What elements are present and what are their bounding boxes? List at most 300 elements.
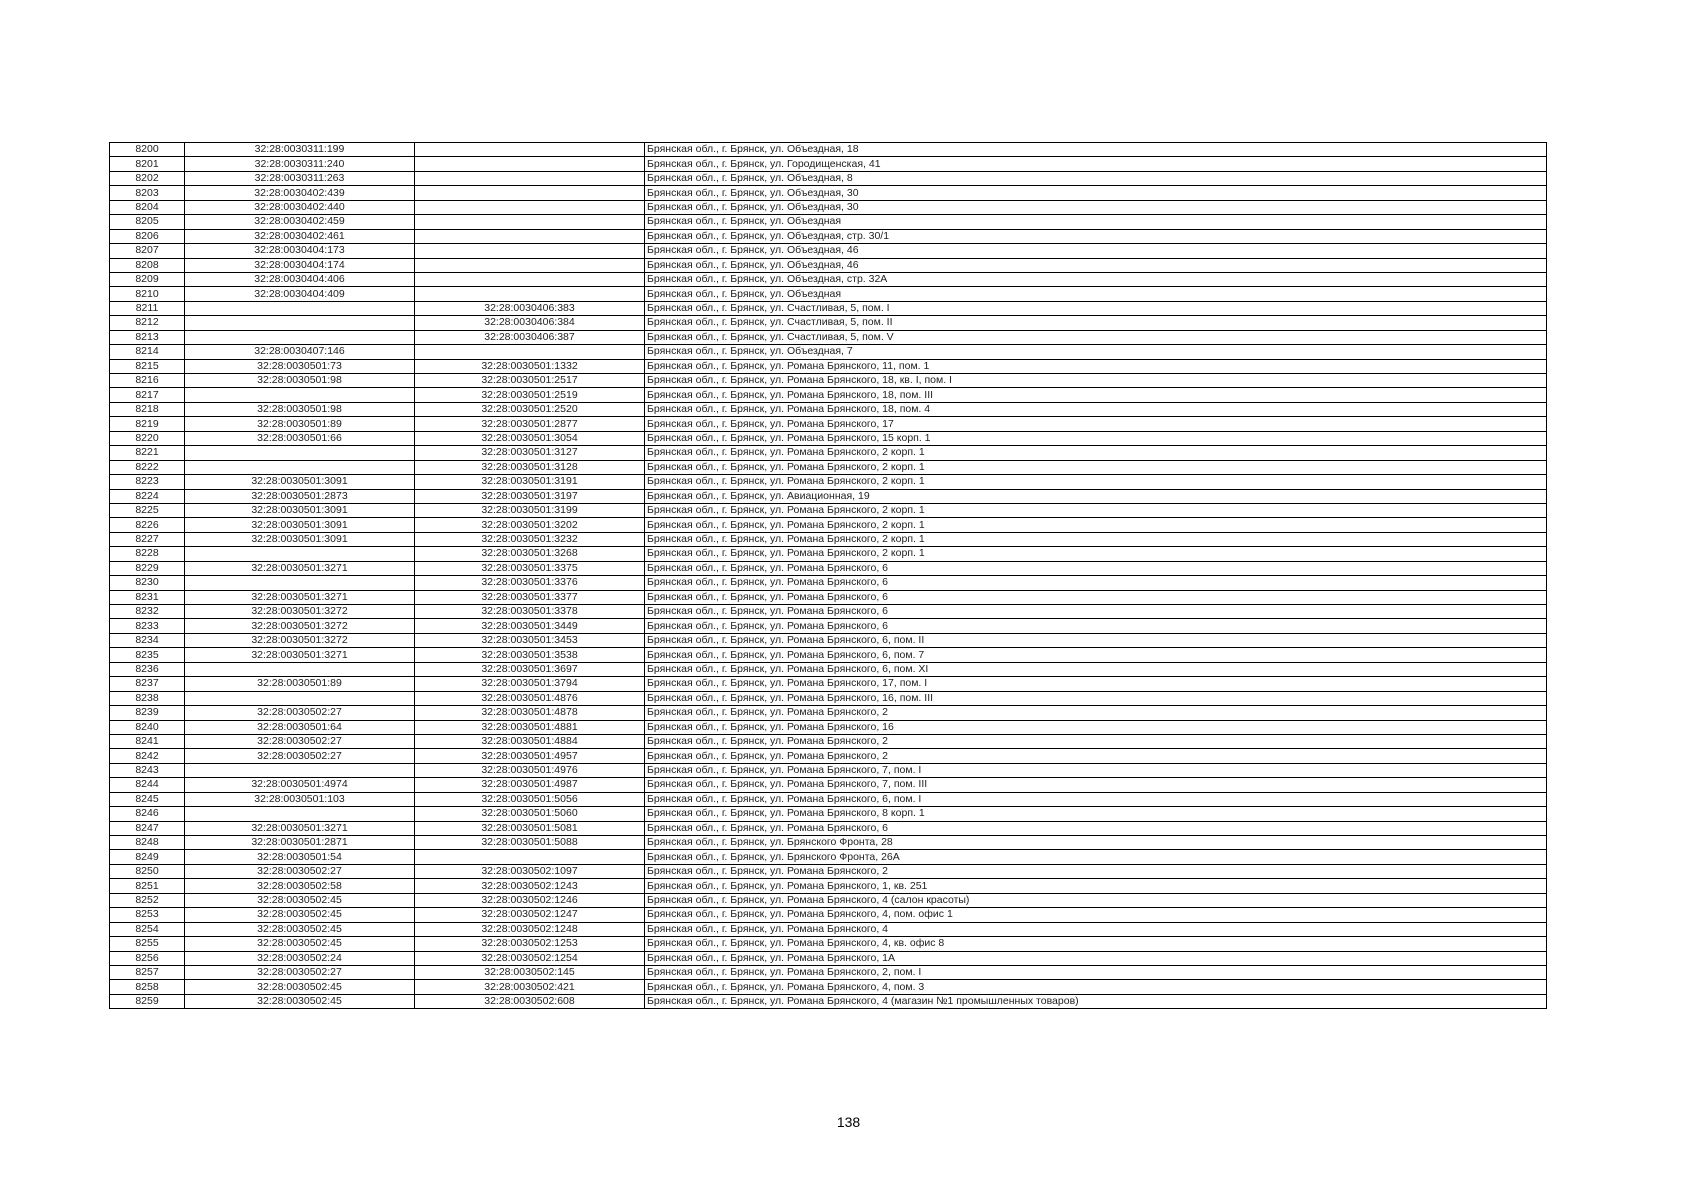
- table-row: [110, 763, 1547, 777]
- row-number-cell: 8226: [110, 518, 185, 532]
- table-row: [110, 850, 1547, 864]
- object-cadastral-number-cell: 32:28:0030501:4878: [415, 706, 645, 720]
- address-cell: Брянская обл., г. Брянск, ул. Романа Брянского, 6, пом. 7: [645, 648, 1547, 662]
- address-cell: Брянская обл., г. Брянск, ул. Романа Брянского, 1, кв. 251: [645, 879, 1547, 893]
- address-cell: Брянская обл., г. Брянск, ул. Брянского Фронта, 26А: [645, 850, 1547, 864]
- object-cadastral-number-cell: 32:28:0030501:4957: [415, 749, 645, 763]
- address-cell: Брянская обл., г. Брянск, ул. Романа Брянского, 4, кв. офис 8: [645, 937, 1547, 951]
- row-number-cell: 8208: [110, 258, 185, 272]
- row-number-cell: 8219: [110, 417, 185, 431]
- row-number-cell: 8240: [110, 720, 185, 734]
- cadastral-number-cell: [185, 807, 415, 821]
- cadastral-number-cell: 32:28:0030502:27: [185, 864, 415, 878]
- cadastral-number-cell: [185, 763, 415, 777]
- cadastral-number-cell: 32:28:0030402:440: [185, 200, 415, 214]
- address-cell: Брянская обл., г. Брянск, ул. Объездная, стр. 32А: [645, 272, 1547, 286]
- object-cadastral-number-cell: [415, 200, 645, 214]
- row-number-cell: 8201: [110, 157, 185, 171]
- table-row: [110, 446, 1547, 460]
- row-number-cell: 8247: [110, 821, 185, 835]
- address-cell: Брянская обл., г. Брянск, ул. Романа Брянского, 2 корп. 1: [645, 547, 1547, 561]
- cadastral-number-cell: 32:28:0030501:3271: [185, 561, 415, 575]
- address-cell: Брянская обл., г. Брянск, ул. Романа Брянского, 2 корп. 1: [645, 475, 1547, 489]
- records-table: [109, 142, 1547, 1009]
- cadastral-number-cell: 32:28:0030502:27: [185, 965, 415, 979]
- cadastral-number-cell: 32:28:0030501:3091: [185, 475, 415, 489]
- object-cadastral-number-cell: 32:28:0030501:2517: [415, 374, 645, 388]
- cadastral-number-cell: 32:28:0030502:24: [185, 951, 415, 965]
- table-row: [110, 922, 1547, 936]
- cadastral-number-cell: 32:28:0030502:27: [185, 749, 415, 763]
- address-cell: Брянская обл., г. Брянск, ул. Объездная, 46: [645, 244, 1547, 258]
- object-cadastral-number-cell: 32:28:0030501:3054: [415, 431, 645, 445]
- address-cell: Брянская обл., г. Брянск, ул. Романа Брянского, 4 (салон красоты): [645, 893, 1547, 907]
- object-cadastral-number-cell: 32:28:0030501:3268: [415, 547, 645, 561]
- table-row: [110, 807, 1547, 821]
- cadastral-number-cell: 32:28:0030311:263: [185, 171, 415, 185]
- cadastral-number-cell: 32:28:0030501:89: [185, 417, 415, 431]
- table-row: [110, 937, 1547, 951]
- object-cadastral-number-cell: 32:28:0030501:5060: [415, 807, 645, 821]
- table-row: [110, 547, 1547, 561]
- table-row: [110, 229, 1547, 243]
- row-number-cell: 8203: [110, 186, 185, 200]
- cadastral-number-cell: [185, 691, 415, 705]
- address-cell: Брянская обл., г. Брянск, ул. Романа Брянского, 18, пом. 4: [645, 402, 1547, 416]
- cadastral-number-cell: [185, 576, 415, 590]
- object-cadastral-number-cell: 32:28:0030501:4884: [415, 734, 645, 748]
- table-row: [110, 316, 1547, 330]
- object-cadastral-number-cell: 32:28:0030501:4876: [415, 691, 645, 705]
- row-number-cell: 8258: [110, 980, 185, 994]
- object-cadastral-number-cell: 32:28:0030501:2519: [415, 388, 645, 402]
- cadastral-number-cell: 32:28:0030502:45: [185, 893, 415, 907]
- table-row: [110, 980, 1547, 994]
- cadastral-number-cell: 32:28:0030501:3272: [185, 619, 415, 633]
- address-cell: Брянская обл., г. Брянск, ул. Романа Брянского, 6: [645, 576, 1547, 590]
- object-cadastral-number-cell: 32:28:0030502:608: [415, 994, 645, 1008]
- row-number-cell: 8229: [110, 561, 185, 575]
- row-number-cell: 8232: [110, 605, 185, 619]
- table-row: [110, 864, 1547, 878]
- cadastral-number-cell: 32:28:0030501:3271: [185, 648, 415, 662]
- address-cell: Брянская обл., г. Брянск, ул. Романа Брянского, 6, пом. I: [645, 792, 1547, 806]
- object-cadastral-number-cell: 32:28:0030502:1253: [415, 937, 645, 951]
- cadastral-number-cell: 32:28:0030501:89: [185, 677, 415, 691]
- table-row: [110, 633, 1547, 647]
- object-cadastral-number-cell: 32:28:0030501:3449: [415, 619, 645, 633]
- row-number-cell: 8222: [110, 460, 185, 474]
- cadastral-number-cell: 32:28:0030502:27: [185, 706, 415, 720]
- table-row: [110, 171, 1547, 185]
- cadastral-number-cell: [185, 301, 415, 315]
- object-cadastral-number-cell: 32:28:0030406:383: [415, 301, 645, 315]
- address-cell: Брянская обл., г. Брянск, ул. Романа Брянского, 16: [645, 720, 1547, 734]
- table-row: [110, 879, 1547, 893]
- address-cell: Брянская обл., г. Брянск, ул. Романа Брянского, 16, пом. III: [645, 691, 1547, 705]
- cadastral-number-cell: [185, 460, 415, 474]
- row-number-cell: 8238: [110, 691, 185, 705]
- cadastral-number-cell: 32:28:0030501:4974: [185, 778, 415, 792]
- row-number-cell: 8206: [110, 229, 185, 243]
- row-number-cell: 8207: [110, 244, 185, 258]
- address-cell: Брянская обл., г. Брянск, ул. Романа Брянского, 4 (магазин №1 промышленных товаров): [645, 994, 1547, 1008]
- cadastral-number-cell: 32:28:0030404:174: [185, 258, 415, 272]
- row-number-cell: 8211: [110, 301, 185, 315]
- cadastral-number-cell: 32:28:0030502:58: [185, 879, 415, 893]
- object-cadastral-number-cell: [415, 215, 645, 229]
- table-row: [110, 605, 1547, 619]
- table-row: [110, 836, 1547, 850]
- cadastral-number-cell: 32:28:0030502:45: [185, 908, 415, 922]
- table-row: [110, 691, 1547, 705]
- address-cell: Брянская обл., г. Брянск, ул. Романа Брянского, 2 корп. 1: [645, 460, 1547, 474]
- row-number-cell: 8252: [110, 893, 185, 907]
- cadastral-number-cell: 32:28:0030402:459: [185, 215, 415, 229]
- address-cell: Брянская обл., г. Брянск, ул. Романа Брянского, 11, пом. 1: [645, 359, 1547, 373]
- row-number-cell: 8250: [110, 864, 185, 878]
- object-cadastral-number-cell: 32:28:0030501:3199: [415, 503, 645, 517]
- address-cell: Брянская обл., г. Брянск, ул. Романа Брянского, 6, пом. XI: [645, 662, 1547, 676]
- address-cell: Брянская обл., г. Брянск, ул. Объездная, 8: [645, 171, 1547, 185]
- address-cell: Брянская обл., г. Брянск, ул. Объездная, 30: [645, 186, 1547, 200]
- table-row: [110, 503, 1547, 517]
- row-number-cell: 8230: [110, 576, 185, 590]
- address-cell: Брянская обл., г. Брянск, ул. Объездная, 7: [645, 345, 1547, 359]
- object-cadastral-number-cell: 32:28:0030501:2877: [415, 417, 645, 431]
- address-cell: Брянская обл., г. Брянск, ул. Брянского Фронта, 28: [645, 836, 1547, 850]
- cadastral-number-cell: 32:28:0030501:98: [185, 402, 415, 416]
- cadastral-number-cell: [185, 547, 415, 561]
- row-number-cell: 8253: [110, 908, 185, 922]
- table-row: [110, 619, 1547, 633]
- table-row: [110, 951, 1547, 965]
- cadastral-number-cell: 32:28:0030502:27: [185, 734, 415, 748]
- table-row: [110, 345, 1547, 359]
- object-cadastral-number-cell: [415, 186, 645, 200]
- address-cell: Брянская обл., г. Брянск, ул. Объездная: [645, 215, 1547, 229]
- address-cell: Брянская обл., г. Брянск, ул. Городищенская, 41: [645, 157, 1547, 171]
- object-cadastral-number-cell: 32:28:0030502:1246: [415, 893, 645, 907]
- row-number-cell: 8231: [110, 590, 185, 604]
- object-cadastral-number-cell: 32:28:0030501:5081: [415, 821, 645, 835]
- row-number-cell: 8255: [110, 937, 185, 951]
- row-number-cell: 8259: [110, 994, 185, 1008]
- table-row: [110, 388, 1547, 402]
- address-cell: Брянская обл., г. Брянск, ул. Романа Брянского, 4: [645, 922, 1547, 936]
- object-cadastral-number-cell: [415, 272, 645, 286]
- cadastral-number-cell: 32:28:0030501:73: [185, 359, 415, 373]
- row-number-cell: 8246: [110, 807, 185, 821]
- address-cell: Брянская обл., г. Брянск, ул. Романа Брянского, 2: [645, 734, 1547, 748]
- table-row: [110, 965, 1547, 979]
- row-number-cell: 8210: [110, 287, 185, 301]
- row-number-cell: 8202: [110, 171, 185, 185]
- row-number-cell: 8216: [110, 374, 185, 388]
- row-number-cell: 8245: [110, 792, 185, 806]
- row-number-cell: 8235: [110, 648, 185, 662]
- row-number-cell: 8225: [110, 503, 185, 517]
- address-cell: Брянская обл., г. Брянск, ул. Объездная: [645, 287, 1547, 301]
- row-number-cell: 8243: [110, 763, 185, 777]
- object-cadastral-number-cell: [415, 157, 645, 171]
- row-number-cell: 8241: [110, 734, 185, 748]
- table-row: [110, 301, 1547, 315]
- object-cadastral-number-cell: [415, 258, 645, 272]
- table-row: [110, 662, 1547, 676]
- page-number: 138: [836, 1114, 861, 1130]
- object-cadastral-number-cell: [415, 171, 645, 185]
- table-row: [110, 648, 1547, 662]
- table-row: [110, 258, 1547, 272]
- object-cadastral-number-cell: 32:28:0030501:4881: [415, 720, 645, 734]
- object-cadastral-number-cell: 32:28:0030501:3375: [415, 561, 645, 575]
- cadastral-number-cell: [185, 446, 415, 460]
- table-row: [110, 272, 1547, 286]
- object-cadastral-number-cell: [415, 229, 645, 243]
- row-number-cell: 8224: [110, 489, 185, 503]
- object-cadastral-number-cell: 32:28:0030502:1248: [415, 922, 645, 936]
- address-cell: Брянская обл., г. Брянск, ул. Объездная, 18: [645, 143, 1547, 157]
- cadastral-number-cell: 32:28:0030501:3271: [185, 821, 415, 835]
- object-cadastral-number-cell: [415, 244, 645, 258]
- object-cadastral-number-cell: [415, 143, 645, 157]
- table-row: [110, 157, 1547, 171]
- row-number-cell: 8217: [110, 388, 185, 402]
- object-cadastral-number-cell: 32:28:0030502:1097: [415, 864, 645, 878]
- table-row: [110, 734, 1547, 748]
- cadastral-number-cell: 32:28:0030501:2873: [185, 489, 415, 503]
- object-cadastral-number-cell: 32:28:0030502:1254: [415, 951, 645, 965]
- cadastral-number-cell: 32:28:0030501:103: [185, 792, 415, 806]
- row-number-cell: 8223: [110, 475, 185, 489]
- address-cell: Брянская обл., г. Брянск, ул. Романа Брянского, 2 корп. 1: [645, 518, 1547, 532]
- table-row: [110, 720, 1547, 734]
- table-row: [110, 821, 1547, 835]
- row-number-cell: 8251: [110, 879, 185, 893]
- cadastral-number-cell: 32:28:0030404:409: [185, 287, 415, 301]
- object-cadastral-number-cell: 32:28:0030501:3794: [415, 677, 645, 691]
- table-row: [110, 792, 1547, 806]
- object-cadastral-number-cell: 32:28:0030501:2520: [415, 402, 645, 416]
- cadastral-number-cell: 32:28:0030501:3091: [185, 518, 415, 532]
- address-cell: Брянская обл., г. Брянск, ул. Романа Брянского, 17: [645, 417, 1547, 431]
- address-cell: Брянская обл., г. Брянск, ул. Романа Брянского, 18, кв. I, пом. I: [645, 374, 1547, 388]
- cadastral-number-cell: 32:28:0030502:45: [185, 994, 415, 1008]
- table-row: [110, 706, 1547, 720]
- cadastral-number-cell: 32:28:0030311:199: [185, 143, 415, 157]
- cadastral-number-cell: 32:28:0030402:461: [185, 229, 415, 243]
- address-cell: Брянская обл., г. Брянск, ул. Романа Брянского, 2: [645, 749, 1547, 763]
- cadastral-number-cell: 32:28:0030502:45: [185, 937, 415, 951]
- table-row: [110, 778, 1547, 792]
- table-row: [110, 186, 1547, 200]
- address-cell: Брянская обл., г. Брянск, ул. Романа Брянского, 2, пом. I: [645, 965, 1547, 979]
- object-cadastral-number-cell: 32:28:0030501:3453: [415, 633, 645, 647]
- cadastral-number-cell: 32:28:0030404:173: [185, 244, 415, 258]
- object-cadastral-number-cell: 32:28:0030501:3191: [415, 475, 645, 489]
- table-row: [110, 893, 1547, 907]
- address-cell: Брянская обл., г. Брянск, ул. Объездная, 46: [645, 258, 1547, 272]
- address-cell: Брянская обл., г. Брянск, ул. Романа Брянского, 6: [645, 605, 1547, 619]
- address-cell: Брянская обл., г. Брянск, ул. Романа Брянского, 15 корп. 1: [645, 431, 1547, 445]
- row-number-cell: 8248: [110, 836, 185, 850]
- address-cell: Брянская обл., г. Брянск, ул. Романа Брянского, 18, пом. III: [645, 388, 1547, 402]
- object-cadastral-number-cell: 32:28:0030502:145: [415, 965, 645, 979]
- table-row: [110, 590, 1547, 604]
- address-cell: Брянская обл., г. Брянск, ул. Романа Брянского, 4, пом. 3: [645, 980, 1547, 994]
- address-cell: Брянская обл., г. Брянск, ул. Объездная, 30: [645, 200, 1547, 214]
- address-cell: Брянская обл., г. Брянск, ул. Романа Брянского, 2 корп. 1: [645, 532, 1547, 546]
- object-cadastral-number-cell: 32:28:0030502:1243: [415, 879, 645, 893]
- row-number-cell: 8227: [110, 532, 185, 546]
- address-cell: Брянская обл., г. Брянск, ул. Романа Брянского, 2: [645, 864, 1547, 878]
- row-number-cell: 8239: [110, 706, 185, 720]
- address-cell: Брянская обл., г. Брянск, ул. Романа Брянского, 2 корп. 1: [645, 503, 1547, 517]
- row-number-cell: 8244: [110, 778, 185, 792]
- table-row: [110, 359, 1547, 373]
- object-cadastral-number-cell: 32:28:0030501:3128: [415, 460, 645, 474]
- row-number-cell: 8221: [110, 446, 185, 460]
- address-cell: Брянская обл., г. Брянск, ул. Романа Брянского, 2: [645, 706, 1547, 720]
- table-row: [110, 576, 1547, 590]
- row-number-cell: 8257: [110, 965, 185, 979]
- table-row: [110, 475, 1547, 489]
- address-cell: Брянская обл., г. Брянск, ул. Счастливая, 5, пом. I: [645, 301, 1547, 315]
- row-number-cell: 8237: [110, 677, 185, 691]
- table-row: [110, 200, 1547, 214]
- table-row: [110, 532, 1547, 546]
- cadastral-number-cell: [185, 330, 415, 344]
- table-row: [110, 431, 1547, 445]
- object-cadastral-number-cell: 32:28:0030501:4987: [415, 778, 645, 792]
- cadastral-number-cell: 32:28:0030501:98: [185, 374, 415, 388]
- row-number-cell: 8256: [110, 951, 185, 965]
- row-number-cell: 8220: [110, 431, 185, 445]
- row-number-cell: 8214: [110, 345, 185, 359]
- cadastral-number-cell: [185, 388, 415, 402]
- object-cadastral-number-cell: 32:28:0030501:5088: [415, 836, 645, 850]
- object-cadastral-number-cell: 32:28:0030501:5056: [415, 792, 645, 806]
- table-row: [110, 143, 1547, 157]
- cadastral-number-cell: 32:28:0030501:3271: [185, 590, 415, 604]
- cadastral-number-cell: 32:28:0030502:45: [185, 922, 415, 936]
- cadastral-number-cell: 32:28:0030501:66: [185, 431, 415, 445]
- table-row: [110, 561, 1547, 575]
- object-cadastral-number-cell: 32:28:0030406:384: [415, 316, 645, 330]
- table-row: [110, 518, 1547, 532]
- address-cell: Брянская обл., г. Брянск, ул. Романа Брянского, 4, пом. офис 1: [645, 908, 1547, 922]
- row-number-cell: 8234: [110, 633, 185, 647]
- cadastral-number-cell: [185, 662, 415, 676]
- row-number-cell: 8218: [110, 402, 185, 416]
- address-cell: Брянская обл., г. Брянск, ул. Романа Брянского, 7, пом. I: [645, 763, 1547, 777]
- address-cell: Брянская обл., г. Брянск, ул. Романа Брянского, 8 корп. 1: [645, 807, 1547, 821]
- records-body: [110, 143, 1547, 1009]
- address-cell: Брянская обл., г. Брянск, ул. Объездная, стр. 30/1: [645, 229, 1547, 243]
- address-cell: Брянская обл., г. Брянск, ул. Счастливая, 5, пом. II: [645, 316, 1547, 330]
- object-cadastral-number-cell: 32:28:0030501:3232: [415, 532, 645, 546]
- row-number-cell: 8233: [110, 619, 185, 633]
- object-cadastral-number-cell: 32:28:0030406:387: [415, 330, 645, 344]
- cadastral-number-cell: 32:28:0030501:3272: [185, 633, 415, 647]
- cadastral-number-cell: 32:28:0030404:406: [185, 272, 415, 286]
- table-row: [110, 994, 1547, 1008]
- cadastral-number-cell: 32:28:0030502:45: [185, 980, 415, 994]
- address-cell: Брянская обл., г. Брянск, ул. Романа Брянского, 2 корп. 1: [645, 446, 1547, 460]
- table-row: [110, 677, 1547, 691]
- object-cadastral-number-cell: 32:28:0030501:3376: [415, 576, 645, 590]
- address-cell: Брянская обл., г. Брянск, ул. Романа Брянского, 6: [645, 590, 1547, 604]
- table-row: [110, 460, 1547, 474]
- address-cell: Брянская обл., г. Брянск, ул. Счастливая, 5, пом. V: [645, 330, 1547, 344]
- object-cadastral-number-cell: 32:28:0030501:3697: [415, 662, 645, 676]
- address-cell: Брянская обл., г. Брянск, ул. Романа Брянского, 7, пом. III: [645, 778, 1547, 792]
- row-number-cell: 8204: [110, 200, 185, 214]
- row-number-cell: 8228: [110, 547, 185, 561]
- object-cadastral-number-cell: 32:28:0030501:1332: [415, 359, 645, 373]
- row-number-cell: 8209: [110, 272, 185, 286]
- table-row: [110, 215, 1547, 229]
- row-number-cell: 8242: [110, 749, 185, 763]
- table-row: [110, 287, 1547, 301]
- row-number-cell: 8200: [110, 143, 185, 157]
- cadastral-number-cell: 32:28:0030311:240: [185, 157, 415, 171]
- object-cadastral-number-cell: 32:28:0030501:3202: [415, 518, 645, 532]
- row-number-cell: 8249: [110, 850, 185, 864]
- address-cell: Брянская обл., г. Брянск, ул. Авиационная, 19: [645, 489, 1547, 503]
- row-number-cell: 8254: [110, 922, 185, 936]
- table-row: [110, 374, 1547, 388]
- cadastral-number-cell: 32:28:0030501:3272: [185, 605, 415, 619]
- row-number-cell: 8213: [110, 330, 185, 344]
- cadastral-number-cell: 32:28:0030501:64: [185, 720, 415, 734]
- row-number-cell: 8205: [110, 215, 185, 229]
- object-cadastral-number-cell: 32:28:0030501:3377: [415, 590, 645, 604]
- object-cadastral-number-cell: 32:28:0030502:421: [415, 980, 645, 994]
- cadastral-number-cell: [185, 316, 415, 330]
- object-cadastral-number-cell: 32:28:0030501:3378: [415, 605, 645, 619]
- table-row: [110, 402, 1547, 416]
- object-cadastral-number-cell: 32:28:0030502:1247: [415, 908, 645, 922]
- table-row: [110, 908, 1547, 922]
- table-row: [110, 749, 1547, 763]
- address-cell: Брянская обл., г. Брянск, ул. Романа Брянского, 6: [645, 821, 1547, 835]
- address-cell: Брянская обл., г. Брянск, ул. Романа Брянского, 6: [645, 561, 1547, 575]
- cadastral-number-cell: 32:28:0030501:3091: [185, 503, 415, 517]
- cadastral-number-cell: 32:28:0030407:146: [185, 345, 415, 359]
- address-cell: Брянская обл., г. Брянск, ул. Романа Брянского, 6, пом. II: [645, 633, 1547, 647]
- table-row: [110, 330, 1547, 344]
- address-cell: Брянская обл., г. Брянск, ул. Романа Брянского, 6: [645, 619, 1547, 633]
- cadastral-number-cell: 32:28:0030402:439: [185, 186, 415, 200]
- address-cell: Брянская обл., г. Брянск, ул. Романа Брянского, 1А: [645, 951, 1547, 965]
- object-cadastral-number-cell: 32:28:0030501:3197: [415, 489, 645, 503]
- address-cell: Брянская обл., г. Брянск, ул. Романа Брянского, 17, пом. I: [645, 677, 1547, 691]
- object-cadastral-number-cell: [415, 287, 645, 301]
- object-cadastral-number-cell: [415, 345, 645, 359]
- row-number-cell: 8236: [110, 662, 185, 676]
- cadastral-number-cell: 32:28:0030501:3091: [185, 532, 415, 546]
- table-row: [110, 489, 1547, 503]
- table-row: [110, 417, 1547, 431]
- registry-sheet: [109, 142, 1546, 1009]
- row-number-cell: 8212: [110, 316, 185, 330]
- object-cadastral-number-cell: 32:28:0030501:3538: [415, 648, 645, 662]
- cadastral-number-cell: 32:28:0030501:2871: [185, 836, 415, 850]
- object-cadastral-number-cell: 32:28:0030501:4976: [415, 763, 645, 777]
- cadastral-number-cell: 32:28:0030501:54: [185, 850, 415, 864]
